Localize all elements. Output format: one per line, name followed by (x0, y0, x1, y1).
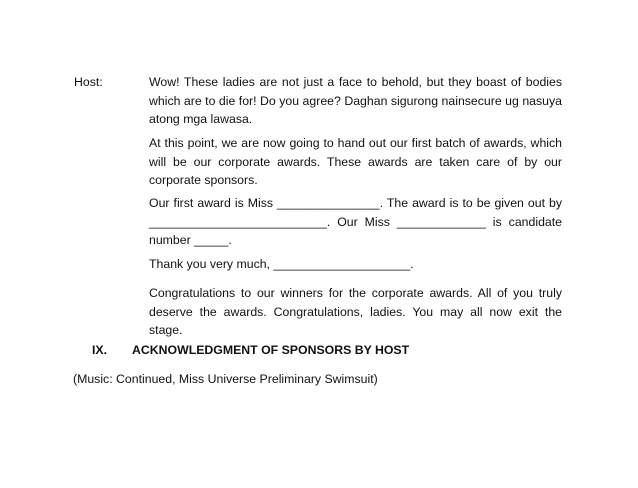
host-line-paragraph: Wow! These ladies are not just a face to behold, but they boast of bodies which are to die for! Do you agree? Daghan sigurong nainsecure ug nasuya atong mga lawasa. (149, 75, 562, 126)
host-line-paragraph: At this point, we are now going to hand out our first batch of awards, which will be our corporate awards. These awards are taken care of by our corporate sponsors. (149, 136, 562, 187)
section-number: IX. (92, 343, 108, 357)
section-heading (92, 341, 409, 360)
music-cue: (Music: Continued, Miss Universe Preliminary Swimsuit) (73, 372, 378, 386)
host-line-paragraph: Congratulations to our winners for the corporate awards. All of you truly deserve the awards. Congratulations, ladies. You may all now exit the stage. (149, 286, 562, 337)
host-line-paragraph: Thank you very much, ____________________. (149, 257, 414, 271)
speaker-label: Host: (74, 75, 103, 89)
section-title: ACKNOWLEDGMENT OF SPONSORS BY HOST (132, 343, 410, 357)
host-line-paragraph: Our first award is Miss _______________. The award is to be given out by __________________________. Our Miss _____________ is candidate number _____. (149, 196, 562, 247)
